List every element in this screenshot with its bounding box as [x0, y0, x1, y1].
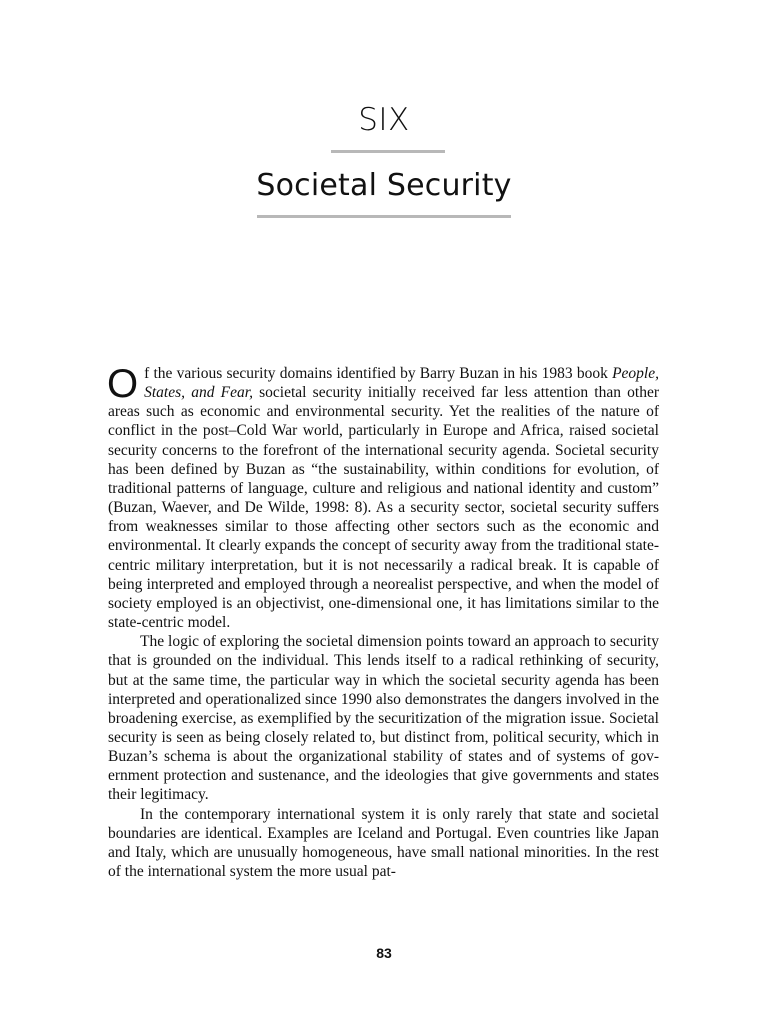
paragraph-1 [108, 364, 659, 632]
chapter-title: Societal Security [256, 168, 512, 203]
chapter-body [108, 364, 659, 881]
paragraph-3: In the contemporary international system it is only rarely that state and societal boundaries are identical. Examples are Iceland and Portugal. Even countries like Japan and Italy, which are unusually homogeneous, have small national minorities. In the rest of the international system the more usual pat- [108, 805, 659, 881]
chapter-number: SIX [358, 102, 410, 138]
page-number: 83 [376, 945, 392, 961]
paragraph-1-text-a: f the various security domains identified by Barry Buzan in his 1983 book [144, 365, 613, 382]
chapter-number-rule [331, 150, 445, 153]
book-title: People, States, and Fear, [144, 365, 659, 402]
paragraph-2: The logic of exploring the societal dimension points toward an approach to security that is grounded on the individual. This lends itself to a radical rethinking of security, but at the same time, the particular way in which the societal security agenda has been interpreted and operationalized since 1990 also demonstrates the dangers involved in the broadening exercise, as exemplified by the securitization of the migration issue. Societal security is seen as being closely related to, but distinct from, political security, which in Buzan’s schema is about the organizational stability of states and of systems of government protection and sustenance, and the ideologies that give governments and states their legitimacy. [108, 633, 659, 804]
chapter-title-rule [257, 215, 511, 218]
paragraph-1-text-b: societal security initially received far less attention than other areas such as economic and environmental security. Yet the realities of the nature of conflict in the post–Cold War world, particularly in Europe and Africa, raised societal security concerns to the forefront of the international security agenda. Societal security has been defined by Buzan as “the sustainability, within conditions for evolution, of traditional patterns of language, culture and religious and national identity and custom” (Buzan, Waever, and De Wilde, 1998: 8). As a security sector, societal security suffers from weaknesses similar to those affecting other sectors such as the economic and environmental. It clearly expands the concept of security away from the traditional state-centric military interpretation, but it is not necessarily a radical break. It is capable of being interpreted and employed through a neorealist perspective, and when the model of society employed is an objectivist, one-dimensional one, it has limitations similar to the state-centric model. [108, 384, 659, 632]
drop-cap: O [107, 362, 139, 406]
